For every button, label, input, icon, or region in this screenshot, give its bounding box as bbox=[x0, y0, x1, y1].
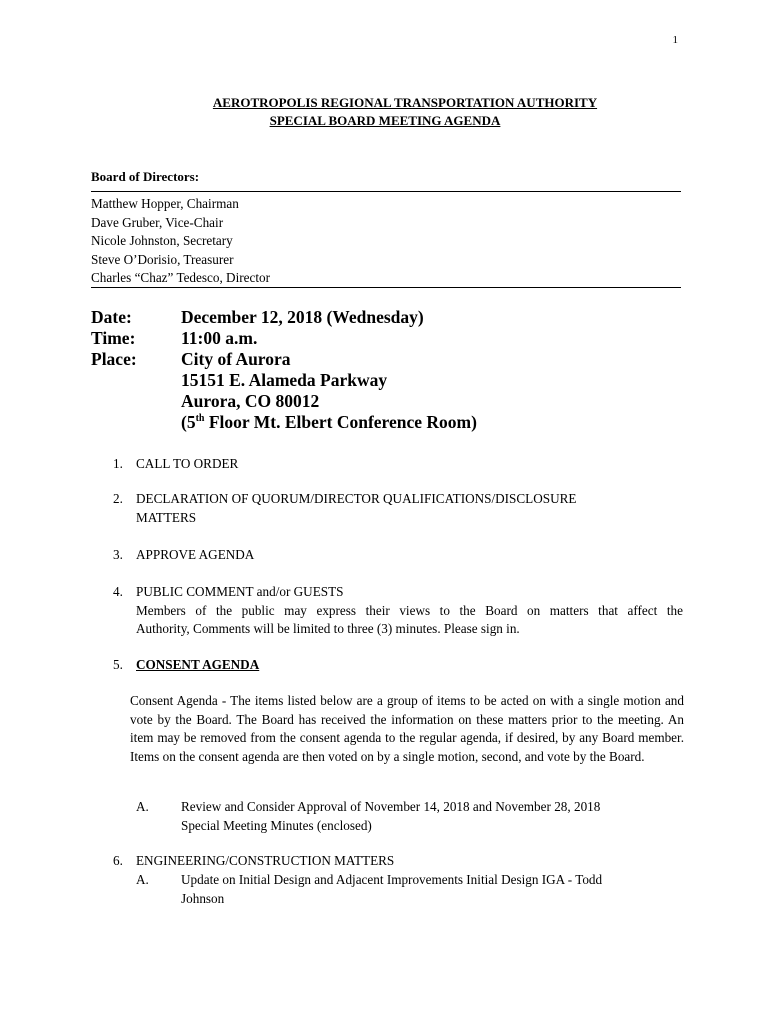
place-line: 15151 E. Alameda Parkway bbox=[181, 370, 388, 390]
director-item: Charles “Chaz” Tedesco, Director bbox=[91, 270, 270, 285]
director-item: Steve O’Dorisio, Treasurer bbox=[91, 251, 234, 267]
place-label: Place: bbox=[91, 349, 137, 369]
directors-list bbox=[91, 195, 270, 288]
date-label: Date: bbox=[91, 307, 132, 327]
conference-room: (5th Floor Mt. Elbert Conference Room) bbox=[181, 412, 477, 432]
agenda-item-1: 1. CALL TO ORDER bbox=[113, 456, 239, 471]
divider-top bbox=[91, 191, 681, 192]
agenda-item-2: 2. DECLARATION OF QUORUM/DIRECTOR QUALIFICATIONS/DISCLOSURE MATTERS bbox=[113, 491, 577, 525]
meeting-date: December 12, 2018 (Wednesday) bbox=[181, 307, 424, 327]
meeting-time: 11:00 a.m. bbox=[181, 328, 258, 348]
meeting-details bbox=[91, 307, 477, 433]
consent-item-a: A. Review and Consider Approval of November 14, 2018 and November 28, 2018 Special Meeting Minutes (enclosed) bbox=[136, 799, 601, 833]
engineering-item-a: A. Update on Initial Design and Adjacent Improvements Initial Design IGA - Todd Johnson bbox=[136, 872, 603, 906]
agenda-item-6: 6. ENGINEERING/CONSTRUCTION MATTERS bbox=[113, 853, 395, 868]
document-subtitle: SPECIAL BOARD MEETING AGENDA bbox=[269, 113, 501, 128]
director-item: Matthew Hopper, Chairman bbox=[91, 196, 239, 211]
place-line: Aurora, CO 80012 bbox=[181, 391, 320, 411]
agenda-item-3: 3. APPROVE AGENDA bbox=[113, 547, 255, 562]
time-label: Time: bbox=[91, 328, 136, 348]
director-item: Dave Gruber, Vice-Chair bbox=[91, 214, 224, 230]
agenda-item-5: 5. CONSENT AGENDA bbox=[113, 657, 260, 672]
divider-bottom bbox=[91, 287, 681, 288]
board-heading: Board of Directors: bbox=[91, 169, 200, 184]
document-title: AEROTROPOLIS REGIONAL TRANSPORTATION AUTHORITY bbox=[212, 95, 598, 110]
page-number: 1 bbox=[672, 34, 678, 46]
consent-agenda-description: Consent Agenda - The items listed below are a group of items to be acted on with a single motion and vote by the Board. The Board has received the information on these matters prior to the meeting. An item may be removed from the consent agenda to the regular agenda, if desired, by any Board member. Items on the consent agenda are then voted on by a single motion, second, and vote by the Board. bbox=[130, 693, 684, 764]
place-line: City of Aurora bbox=[181, 349, 291, 369]
director-item: Nicole Johnston, Secretary bbox=[91, 233, 233, 248]
agenda-item-4: 4. PUBLIC COMMENT and/or GUESTS Members of the public may express their views to the Board on matters that affect the Authority, Comments will be limited to three (3) minutes. Please sign in. bbox=[113, 583, 683, 639]
public-comment-desc-2: Authority, Comments will be limited to three (3) minutes. Please sign in. bbox=[136, 621, 520, 636]
public-comment-desc-1: Members of the public may express their views to the Board on matters that affect the bbox=[136, 602, 683, 618]
